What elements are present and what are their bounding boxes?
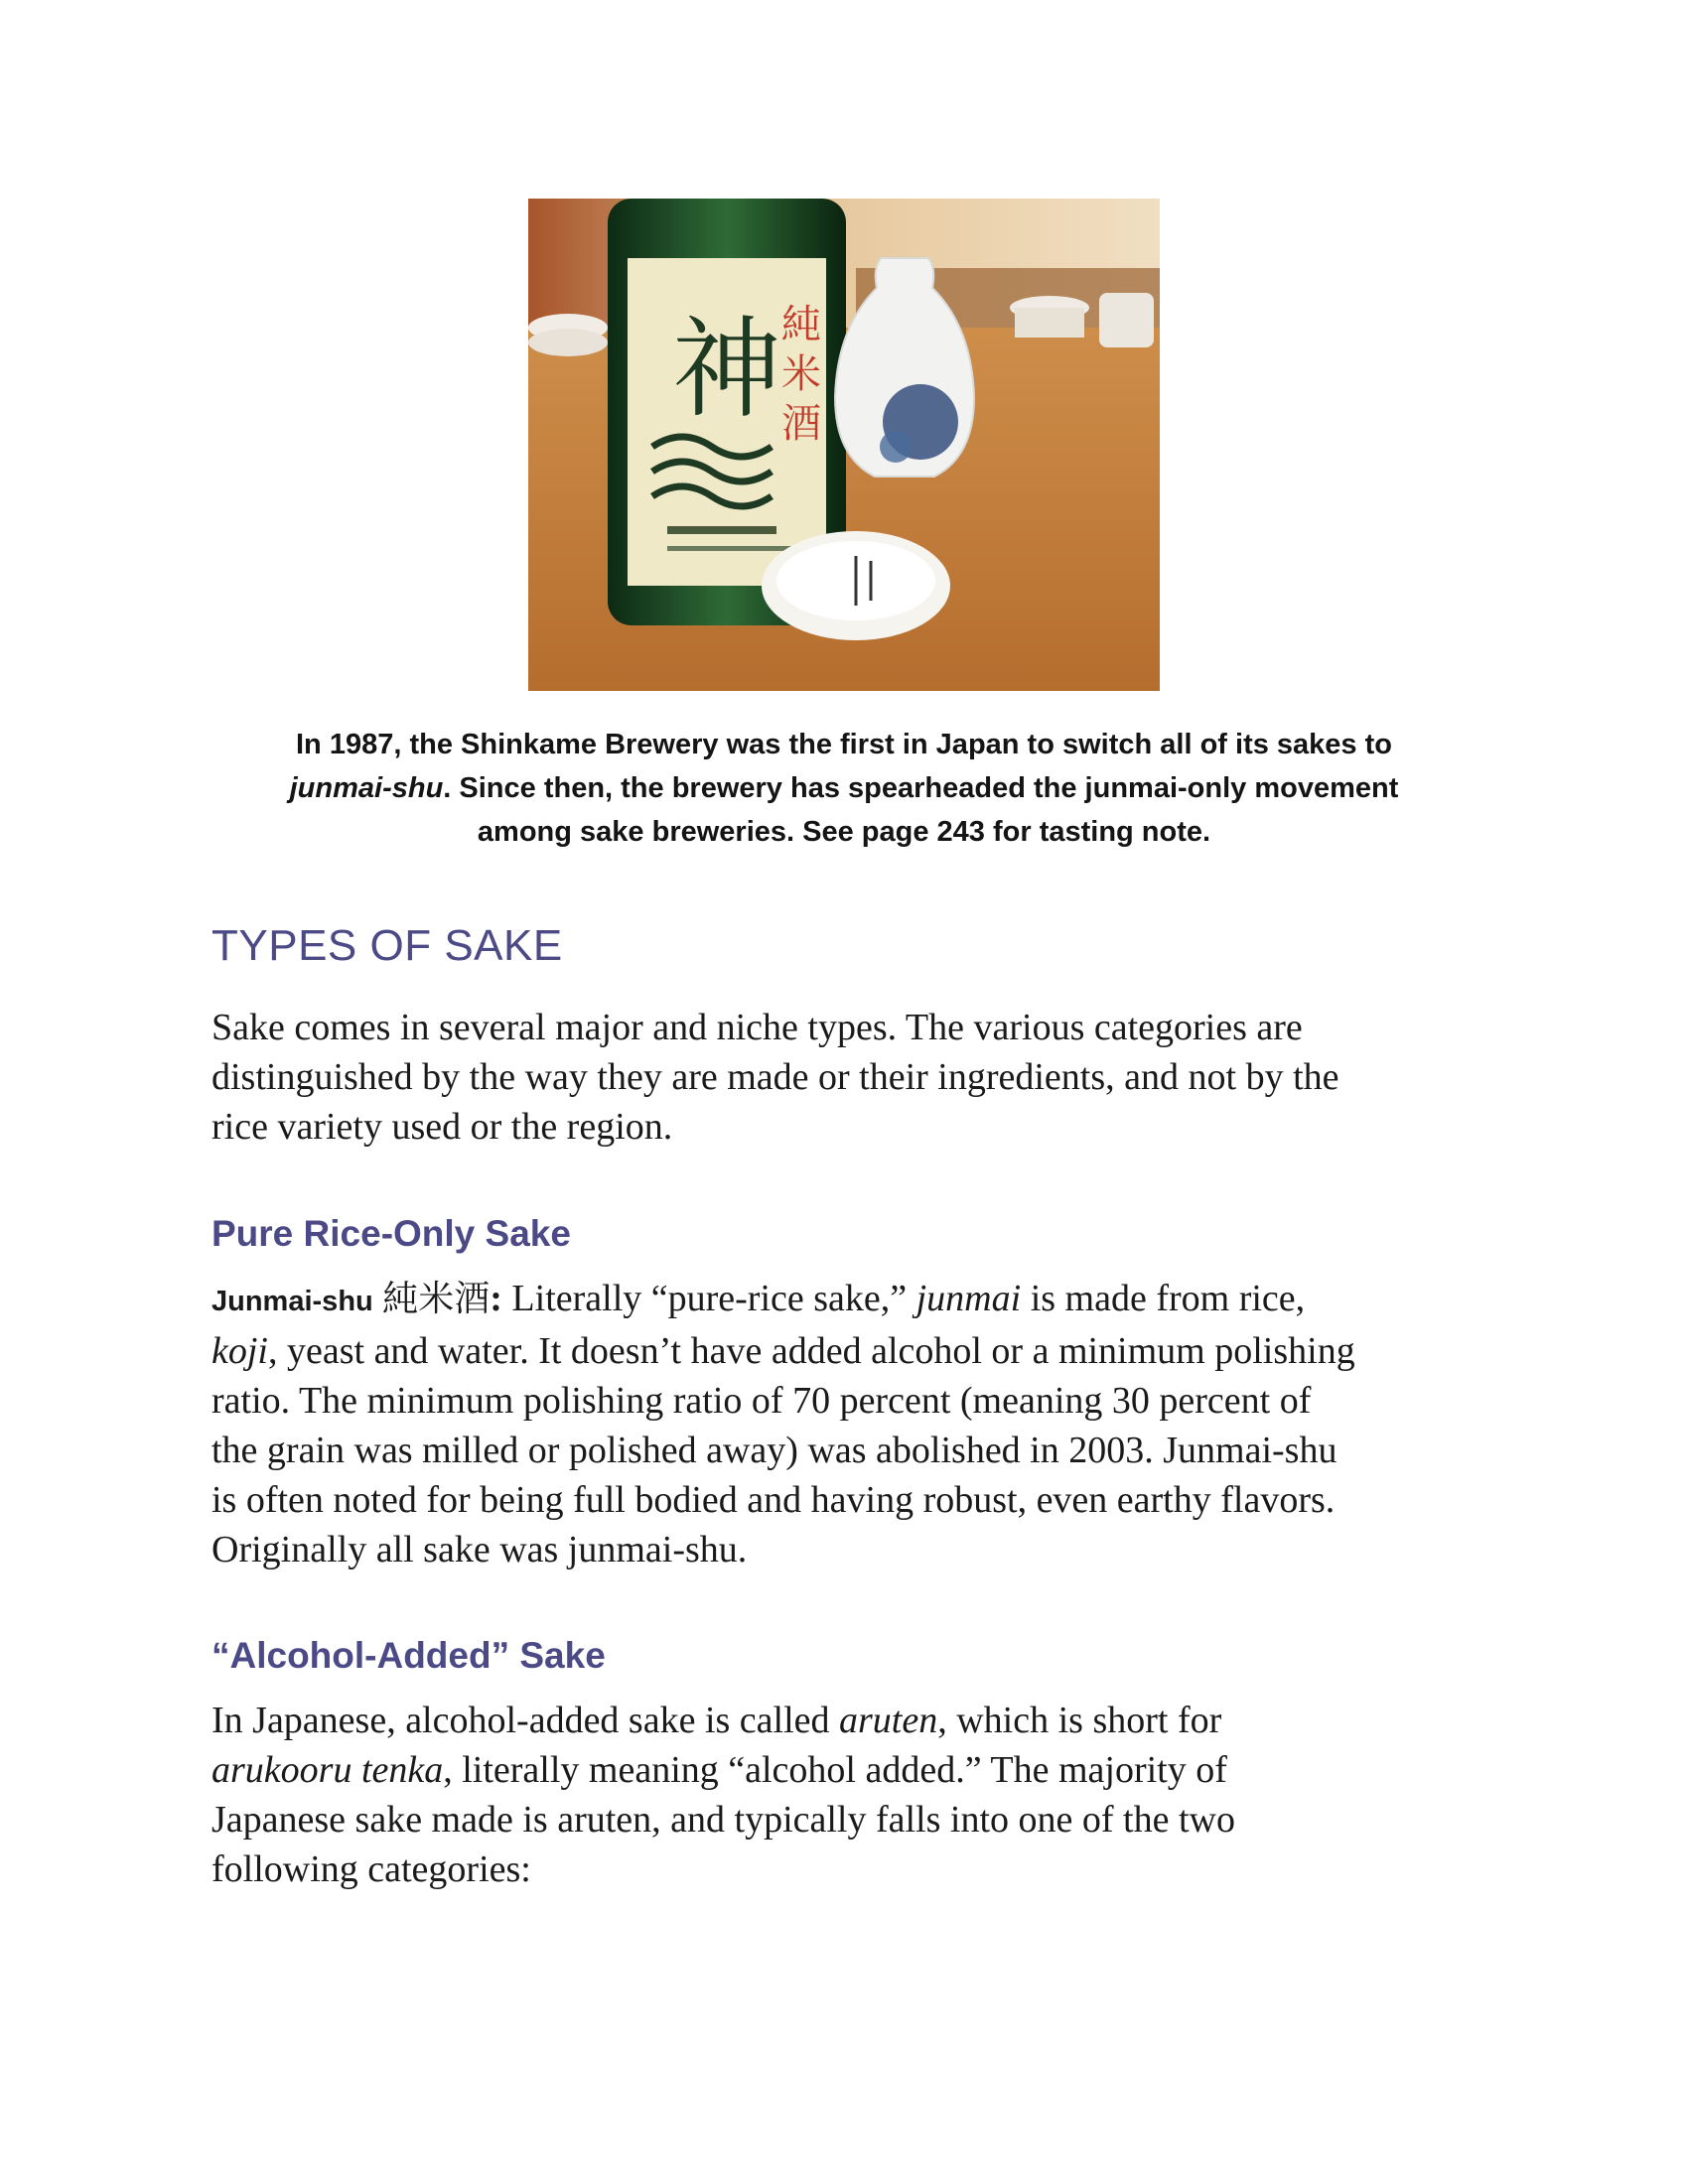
junmai-line-1-c: is made from rice, bbox=[1021, 1278, 1306, 1319]
svg-text:神: 神 bbox=[672, 306, 781, 433]
junmai-colon: : bbox=[490, 1278, 502, 1319]
aruten-line-4: following categories: bbox=[211, 1848, 531, 1890]
caption-italic-term: junmai-shu bbox=[289, 772, 444, 804]
svg-text:酒: 酒 bbox=[781, 401, 821, 447]
arukooru-tenka-italic: arukooru tenka bbox=[211, 1749, 444, 1791]
aruten-line-1 bbox=[211, 1696, 1492, 1745]
junmai-line-1 bbox=[211, 1274, 1492, 1326]
junmai-kanji: 純米酒 bbox=[382, 1279, 491, 1319]
aruten-line-3: Japanese sake made is aruten, and typically falls into one of the two bbox=[211, 1799, 1235, 1841]
junmai-line-2-rest: , yeast and water. It doesn’t have added alcohol or a minimum polishing bbox=[267, 1330, 1355, 1372]
aruten-line-2 bbox=[211, 1745, 1492, 1795]
junmai-term: Junmai-shu bbox=[211, 1286, 373, 1317]
heading-pure-rice: Pure Rice-Only Sake bbox=[211, 1213, 571, 1254]
svg-text:純: 純 bbox=[781, 302, 821, 347]
intro-line-2: distinguished by the way they are made or their ingredients, and not by the bbox=[211, 1056, 1339, 1098]
caption-line-1: In 1987, the Shinkame Brewery was the first in Japan to switch all of its sakes to bbox=[296, 729, 1392, 760]
aruten-paragraph bbox=[211, 1696, 1492, 1894]
junmai-italic: junmai bbox=[915, 1278, 1022, 1319]
junmai-line-3: ratio. The minimum polishing ratio of 70 percent (meaning 30 percent of bbox=[211, 1380, 1312, 1422]
caption-line-2 bbox=[218, 766, 1470, 810]
aruten-line-2-rest: , literally meaning “alcohol added.” The majority of bbox=[443, 1749, 1227, 1791]
sake-photo-illustration bbox=[528, 199, 1160, 691]
junmai-line-1-a: Literally “pure-rice sake,” bbox=[501, 1278, 916, 1319]
svg-text:米: 米 bbox=[781, 351, 821, 397]
junmai-line-6: Originally all sake was junmai-shu. bbox=[211, 1529, 748, 1570]
section-title: TYPES OF SAKE bbox=[211, 921, 563, 970]
figure-caption bbox=[218, 723, 1470, 854]
koji-italic: koji bbox=[211, 1330, 268, 1372]
junmai-paragraph bbox=[211, 1274, 1492, 1574]
aruten-line-1-a: In Japanese, alcohol-added sake is called bbox=[211, 1700, 840, 1741]
intro-line-1: Sake comes in several major and niche types. The various categories are bbox=[211, 1007, 1303, 1048]
intro-paragraph bbox=[211, 1003, 1492, 1152]
caption-line-2-rest: . Since then, the brewery has spearheaded the junmai-only movement bbox=[443, 772, 1399, 804]
heading-alcohol-added: “Alcohol-Added” Sake bbox=[211, 1635, 606, 1676]
caption-line-3: among sake breweries. See page 243 for tasting note. bbox=[477, 816, 1211, 848]
aruten-italic: aruten bbox=[839, 1700, 938, 1741]
junmai-line-4: the grain was milled or polished away) was abolished in 2003. Junmai-shu bbox=[211, 1430, 1337, 1471]
intro-line-3: rice variety used or the region. bbox=[211, 1106, 673, 1148]
junmai-line-5: is often noted for being full bodied and having robust, even earthy flavors. bbox=[211, 1479, 1336, 1521]
sake-bottle-photo bbox=[528, 199, 1160, 691]
aruten-line-1-c: , which is short for bbox=[937, 1700, 1222, 1741]
junmai-line-2 bbox=[211, 1326, 1492, 1376]
